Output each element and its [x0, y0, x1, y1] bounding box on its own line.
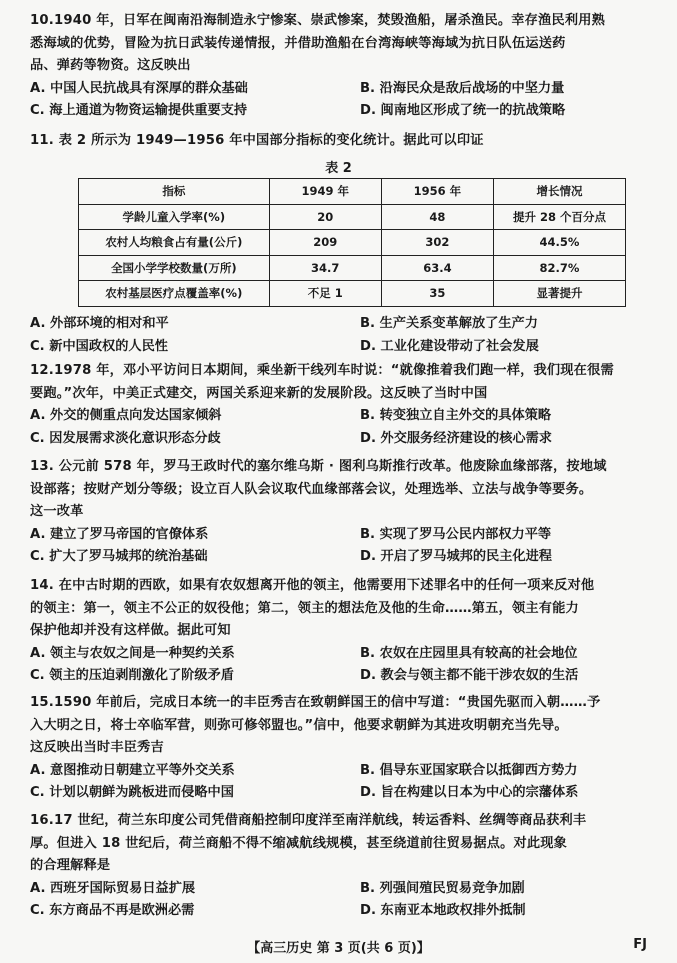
- option-d: D. 东南亚本地政权排外抵制: [360, 903, 526, 918]
- table-header-row: [79, 179, 626, 205]
- data-table: [78, 178, 626, 307]
- table-row: [79, 281, 626, 307]
- table-cell: 20: [269, 204, 381, 230]
- question-10-stem-line: 悉海域的优势，冒险为抗日武装传递情报，并借助渔船在台湾海峡等海域为抗日队伍运送药: [30, 35, 566, 51]
- option-b: B. 实现了罗马公民内部权力平等: [360, 526, 552, 542]
- option-b: B. 倡导东亚国家联合以抵御西方势力: [360, 762, 578, 778]
- option-d: D. 旨在构建以日本为中心的宗藩体系: [360, 785, 579, 800]
- option-c: C. 计划以朝鲜为跳板进而侵略中国: [30, 785, 234, 800]
- option-a: A. 中国人民抗战具有深厚的群众基础: [30, 80, 248, 96]
- question-15-stem-line: 入大明之日，将士卒临军营，则弥可修邻盟也。”信中，他要求朝鲜为其进攻明朝充当先导。: [30, 717, 568, 733]
- question-12-stem-line: 要跑。”次年，中美正式建交，两国关系迎来新的发展阶段。这反映了当时中国: [30, 385, 488, 401]
- option-d: D. 工业化建设带动了社会发展: [360, 338, 539, 354]
- table-cell: 63.4: [381, 255, 493, 281]
- question-10: [30, 10, 655, 123]
- table-cell: 34.7: [269, 255, 381, 281]
- question-10-stem-line: 品、弹药等物资。这反映出: [30, 58, 191, 73]
- option-b: B. 沿海民众是敌后战场的中坚力量: [360, 80, 565, 96]
- option-c: C. 因发展需求淡化意识形态分歧: [30, 430, 221, 446]
- table-cell: 显著提升: [493, 281, 625, 307]
- option-d: D. 闽南地区形成了统一的抗战策略: [360, 103, 566, 118]
- question-16: [30, 810, 655, 923]
- table-cell: 44.5%: [493, 230, 625, 256]
- question-14-stem-line: 的领主：第一，领主不公正的奴役他；第二，领主的想法危及他的生命……第五，领主有能力: [30, 600, 579, 616]
- question-16-stem-line: 厚。但进入 18 世纪后，荷兰商船不得不缩减航线规模，甚至绕道前往贸易据点。对此现象: [30, 835, 568, 851]
- table-row: [79, 230, 626, 256]
- table-cell: 全国小学学校数量(万所): [79, 255, 270, 281]
- table-cell: 提升 28 个百分点: [493, 204, 625, 230]
- question-15-stem-line: 15.1590 年前后，完成日本统一的丰臣秀吉在致朝鲜国王的信中写道：“贵国先驱而入朝……予: [30, 695, 601, 710]
- question-13: [30, 456, 655, 569]
- table-cell: 35: [381, 281, 493, 307]
- table-cell: 209: [269, 230, 381, 256]
- table-cell: 48: [381, 204, 493, 230]
- table-header-cell: 指标: [79, 179, 270, 205]
- table-header-cell: 1949 年: [269, 179, 381, 205]
- question-12: [30, 360, 655, 450]
- table-cell: 农村人均粮食占有量(公斤): [79, 230, 270, 256]
- footer-code: FJ: [633, 937, 647, 952]
- option-d: D. 开启了罗马城邦的民主化进程: [360, 549, 552, 564]
- table-cell: 不足 1: [269, 281, 381, 307]
- question-11: [30, 130, 655, 153]
- option-c: C. 东方商品不再是欧洲必需: [30, 903, 195, 918]
- question-13-stem-line: 这一改革: [30, 504, 84, 519]
- question-10-stem-line: 10.1940 年，日军在闽南沿海制造永宁惨案、崇武惨案，焚毁渔船，屠杀渔民。幸存渔民利用熟: [30, 13, 605, 28]
- option-c: C. 新中国政权的人民性: [30, 338, 168, 354]
- question-11-options: [30, 313, 655, 358]
- table-header-cell: 1956 年: [381, 179, 493, 205]
- option-b: B. 农奴在庄园里具有较高的社会地位: [360, 645, 578, 661]
- option-a: A. 外部环境的相对和平: [30, 316, 169, 331]
- table-row: [79, 255, 626, 281]
- table-cell: 学龄儿童入学率(%): [79, 204, 270, 230]
- option-a: A. 外交的侧重点向发达国家倾斜: [30, 408, 222, 423]
- question-14-stem-line: 14. 在中古时期的西欧，如果有农奴想离开他的领主，他需要用下述罪名中的任何一项来反对他: [30, 578, 595, 593]
- option-b: B. 转变独立自主外交的具体策略: [360, 408, 552, 423]
- table-row: [79, 204, 626, 230]
- option-d: D. 教会与领主都不能干涉农奴的生活: [360, 668, 579, 683]
- question-13-stem-line: 设部落；按财产划分等级；设立百人队会议取代血缘部落会议，处理选举、立法与战争等要务。: [30, 481, 593, 497]
- table-cell: 302: [381, 230, 493, 256]
- option-c: C. 扩大了罗马城邦的统治基础: [30, 549, 208, 564]
- question-11-stem-line: 11. 表 2 所示为 1949—1956 年中国部分指标的变化统计。据此可以印证: [30, 133, 484, 148]
- table-header-cell: 增长情况: [493, 179, 625, 205]
- option-a: A. 领主与农奴之间是一种契约关系: [30, 645, 235, 661]
- option-a: A. 建立了罗马帝国的官僚体系: [30, 526, 209, 542]
- option-c: C. 海上通道为物资运输提供重要支持: [30, 103, 248, 118]
- footer-page-info: 【高三历史 第 3 页(共 6 页)】: [247, 941, 430, 956]
- option-a: A. 意图推动日朝建立平等外交关系: [30, 762, 235, 778]
- option-b: B. 生产关系变革解放了生产力: [360, 316, 538, 331]
- table-title: 表 2: [325, 161, 352, 176]
- question-14-stem-line: 保护他却并没有这样做。据此可知: [30, 623, 231, 638]
- table-cell: 农村基层医疗点覆盖率(%): [79, 281, 270, 307]
- question-12-stem-line: 12.1978 年，邓小平访问日本期间，乘坐新干线列车时说：“就像推着我们跑一样，我们现在很需: [30, 363, 614, 378]
- question-13-stem-line: 13. 公元前 578 年，罗马王政时代的塞尔维乌斯 · 图利乌斯推行改革。他废除血缘部落，按地域: [30, 459, 607, 474]
- question-15: [30, 692, 655, 805]
- option-d: D. 外交服务经济建设的核心需求: [360, 430, 552, 446]
- question-16-stem-line: 的合理解释是: [30, 858, 111, 873]
- option-b: B. 列强间殖民贸易竞争加剧: [360, 880, 525, 896]
- question-14: [30, 575, 655, 688]
- question-16-stem-line: 16.17 世纪，荷兰东印度公司凭借商船控制印度洋至南洋航线，转运香料、丝绸等商品获利丰: [30, 813, 587, 828]
- table-cell: 82.7%: [493, 255, 625, 281]
- option-a: A. 西班牙国际贸易日益扩展: [30, 880, 196, 896]
- option-c: C. 领主的压迫剥削激化了阶级矛盾: [30, 668, 234, 683]
- question-15-stem-line: 这反映出当时丰臣秀吉: [30, 740, 164, 755]
